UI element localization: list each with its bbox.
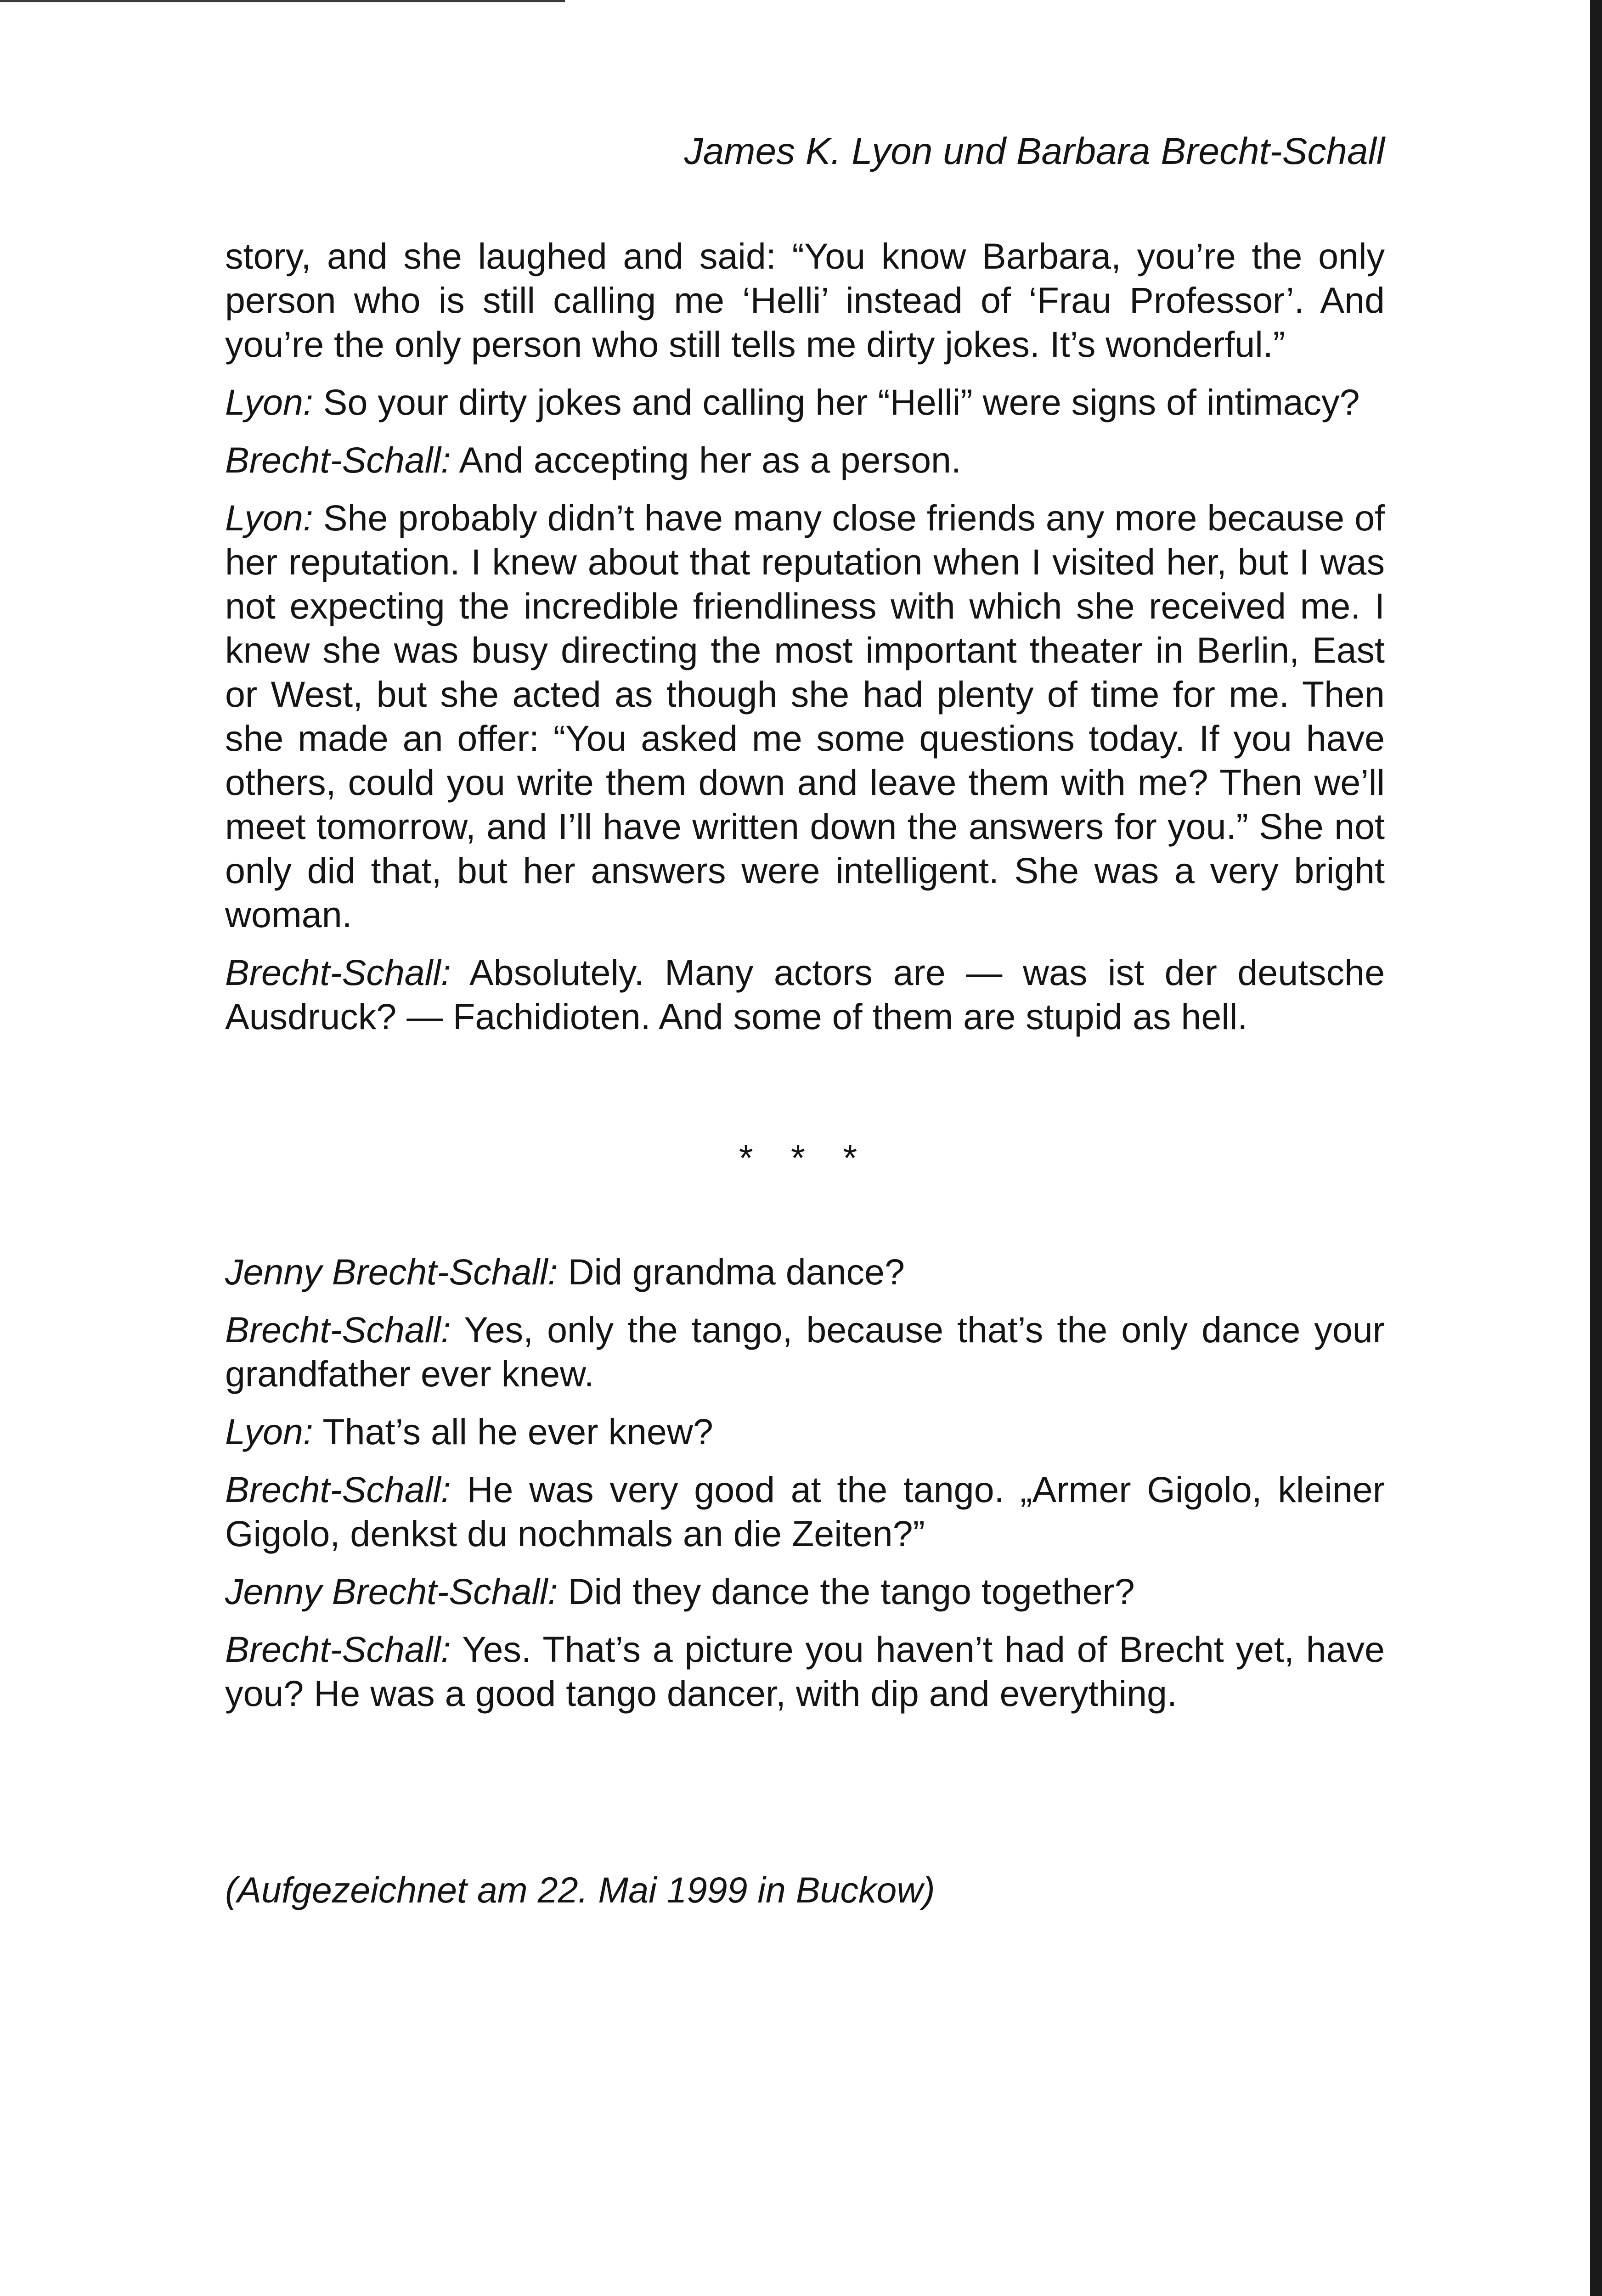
paragraph [225,1627,1385,1716]
paragraph-text: Yes. That’s a picture you haven’t had of Brecht yet, have you? He was a good tango dancer, with dip and everything. [225,1629,1385,1714]
speaker-label: Brecht-Schall: [225,952,451,993]
paragraph-text: He was very good at the tango. „Armer Gigolo, kleiner Gigolo, denkst du nochmals an die Zeiten?” [225,1469,1385,1554]
paragraph [225,496,1385,937]
paragraph-text: And accepting her as a person. [459,439,961,480]
speaker-label: Lyon: [225,497,313,538]
paragraph-text: Absolutely. Many actors are — was ist der deutsche Ausdruck? — Fachidioten. And some of them are stupid as hell. [225,952,1385,1037]
speaker-label: Lyon: [225,382,313,422]
page-body [225,234,1385,1913]
paragraph [225,380,1385,424]
page-edge-shadow [1590,0,1602,2296]
paragraph [225,1570,1385,1614]
paragraph [225,951,1385,1039]
paragraph-text: Yes, only the tango, because that’s the only dance your grandfather ever knew. [225,1309,1385,1394]
paragraph-text: Did they dance the tango together? [568,1571,1135,1612]
paragraph-text: That’s all he ever knew? [322,1411,713,1452]
speaker-label: Brecht-Schall: [225,1469,451,1510]
paragraph [225,1308,1385,1396]
top-rule [0,0,565,2]
paragraph [225,1410,1385,1454]
speaker-label: Brecht-Schall: [225,1629,451,1670]
speaker-label: Brecht-Schall: [225,439,451,480]
speaker-label: Jenny Brecht-Schall: [225,1251,558,1292]
section-separator: * * * [739,1137,871,1178]
paragraph [225,438,1385,482]
paragraph [225,1468,1385,1556]
speaker-label: Brecht-Schall: [225,1309,451,1350]
paragraph-text: So your dirty jokes and calling her “Helli” were signs of intimacy? [323,382,1360,422]
recording-note: (Aufgezeichnet am 22. Mai 1999 in Buckow) [225,1869,935,1910]
speaker-label: Lyon: [225,1411,313,1452]
speaker-label: Jenny Brecht-Schall: [225,1571,558,1612]
paragraph [225,234,1385,366]
paragraph-text: She probably didn’t have many close friends any more because of her reputation. I knew about that reputation when I visited her, but I was not expecting the incredible friendliness with which she received me. I knew she was busy directing the most important theater in Berlin, East or West, but she acted as though she had plenty of time for me. Then she made an offer: “You asked me some questions today. If you have others, could you write them down and leave them with me? Then we’ll meet tomorrow, and I’ll have written down the answers for you.” She not only did that, but her answers were intelligent. She was a very bright woman. [225,497,1385,935]
paragraph-text: Did grandma dance? [568,1251,905,1292]
paragraph [225,1250,1385,1294]
running-head: James K. Lyon und Barbara Brecht-Schall [684,130,1385,172]
paragraph-text: story, and she laughed and said: “You know Barbara, you’re the only person who is still calling me ‘Helli’ instead of ‘Frau Professor’. And you’re the only person who still tells me dirty jokes. It’s wonderful.” [225,236,1385,365]
